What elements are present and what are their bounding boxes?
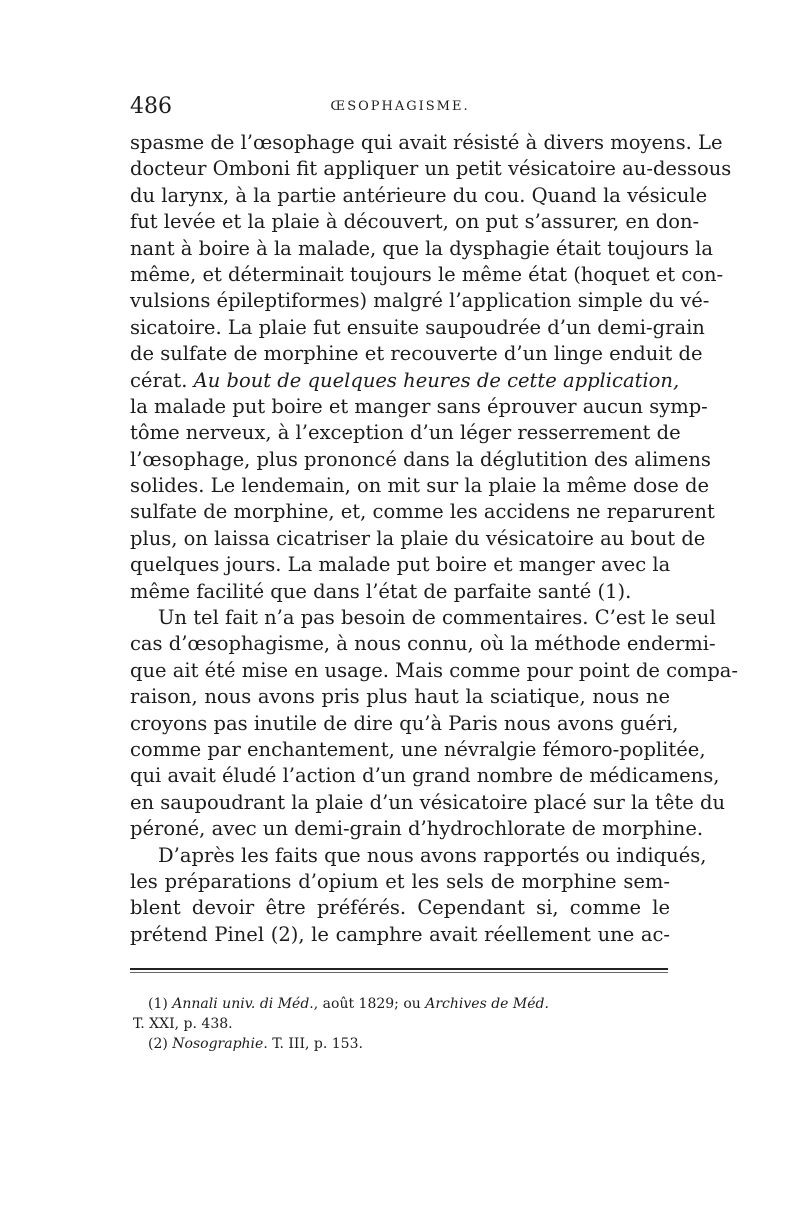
- text-line: solides. Le lendemain, on mit sur la plaie la même dose de: [130, 474, 710, 498]
- footnotes: [133, 994, 668, 1054]
- text-line: sulfate de morphine, et, comme les accidens ne reparurent: [130, 500, 715, 524]
- citation-title: Archives de Méd.: [425, 996, 549, 1012]
- citation-text: T. III, p. 153.: [267, 1036, 363, 1052]
- citation-text: , août 1829; ou: [313, 996, 426, 1012]
- text-line: cas d’œsophagisme, à nous connu, où la méthode endermi-: [130, 632, 716, 656]
- text-line: du larynx, à la partie antérieure du cou. Quand la vésicule: [130, 183, 708, 207]
- footnote-mark: (1): [148, 996, 173, 1012]
- text-line: spasme de l’œsophage qui avait résisté à divers moyens. Le: [130, 131, 723, 154]
- text-fragment: cérat.: [130, 368, 194, 392]
- text-line: qui avait éludé l’action d’un grand nombre de médicamens,: [130, 764, 720, 788]
- text-line: tôme nerveux, à l’exception d’un léger resserrement de: [130, 421, 681, 445]
- body-text: [130, 130, 739, 948]
- text-line: plus, on laissa cicatriser la plaie du vésicatoire au bout de: [130, 526, 706, 550]
- page-header: [130, 92, 670, 122]
- text-line: même, et déterminait toujours le même état (hoquet et con-: [130, 262, 724, 286]
- text-line: fut levée et la plaie à découvert, on put s’assurer, en don-: [130, 210, 700, 234]
- text-line: blent devoir être préférés. Cependant si, comme le: [130, 896, 670, 920]
- footnote-2: [148, 1034, 668, 1054]
- text-line: raison, nous avons pris plus haut la sciatique, nous ne: [130, 685, 670, 709]
- text-line: quelques jours. La malade put boire et manger avec la: [130, 553, 671, 577]
- text-line: croyons pas inutile de dire qu’à Paris nous avons guéri,: [130, 711, 679, 735]
- italic-phrase: Au bout de quelques heures de cette application,: [193, 368, 680, 392]
- footnote-1: [148, 994, 668, 1014]
- text-line: la malade put boire et manger sans éprouver aucun symp-: [130, 394, 708, 418]
- text-line: docteur Omboni fit appliquer un petit vésicatoire au-dessous: [130, 157, 732, 181]
- paragraph-start: Un tel fait n’a pas besoin de commentaires. C’est le seul: [158, 606, 716, 630]
- footnote-rule: [130, 968, 668, 970]
- text-line: de sulfate de morphine et recouverte d’un linge enduit de: [130, 342, 703, 366]
- text-line: nant à boire à la malade, que la dysphagie était toujours la: [130, 236, 714, 260]
- text-line: vulsions épileptiformes) malgré l’application simple du vé-: [130, 289, 710, 313]
- text-line: que ait été mise en usage. Mais comme pour point de compa-: [130, 658, 739, 682]
- citation-title: Nosographie.: [172, 1036, 268, 1052]
- footnote-mark: (2): [148, 1036, 173, 1052]
- footnote-rule-thin: [130, 972, 668, 973]
- text-line: les préparations d’opium et les sels de morphine sem-: [130, 869, 670, 893]
- text-line: en saupoudrant la plaie d’un vésicatoire placé sur la tête du: [130, 790, 726, 814]
- text-line: péroné, avec un demi-grain d’hydrochlorate de morphine.: [130, 817, 704, 841]
- citation-title: Annali univ. di Méd.: [172, 996, 314, 1012]
- text-line-mixed: [130, 368, 680, 394]
- text-line: sicatoire. La plaie fut ensuite saupoudrée d’un demi-grain: [130, 315, 705, 339]
- text-line: comme par enchantement, une névralgie fémoro-poplitée,: [130, 737, 706, 761]
- running-title: ŒSOPHAGISME.: [330, 99, 470, 114]
- paragraph-start: D’après les faits que nous avons rapportés ou indiqués,: [158, 843, 707, 867]
- text-line: prétend Pinel (2), le camphre avait réellement une ac-: [130, 922, 670, 946]
- text-line: l’œsophage, plus prononcé dans la déglutition des alimens: [130, 447, 711, 471]
- footnote-1-continuation: T. XXI, p. 438.: [133, 1016, 233, 1032]
- text-line: même facilité que dans l’état de parfaite santé (1).: [130, 579, 632, 603]
- page-number: 486: [130, 94, 172, 119]
